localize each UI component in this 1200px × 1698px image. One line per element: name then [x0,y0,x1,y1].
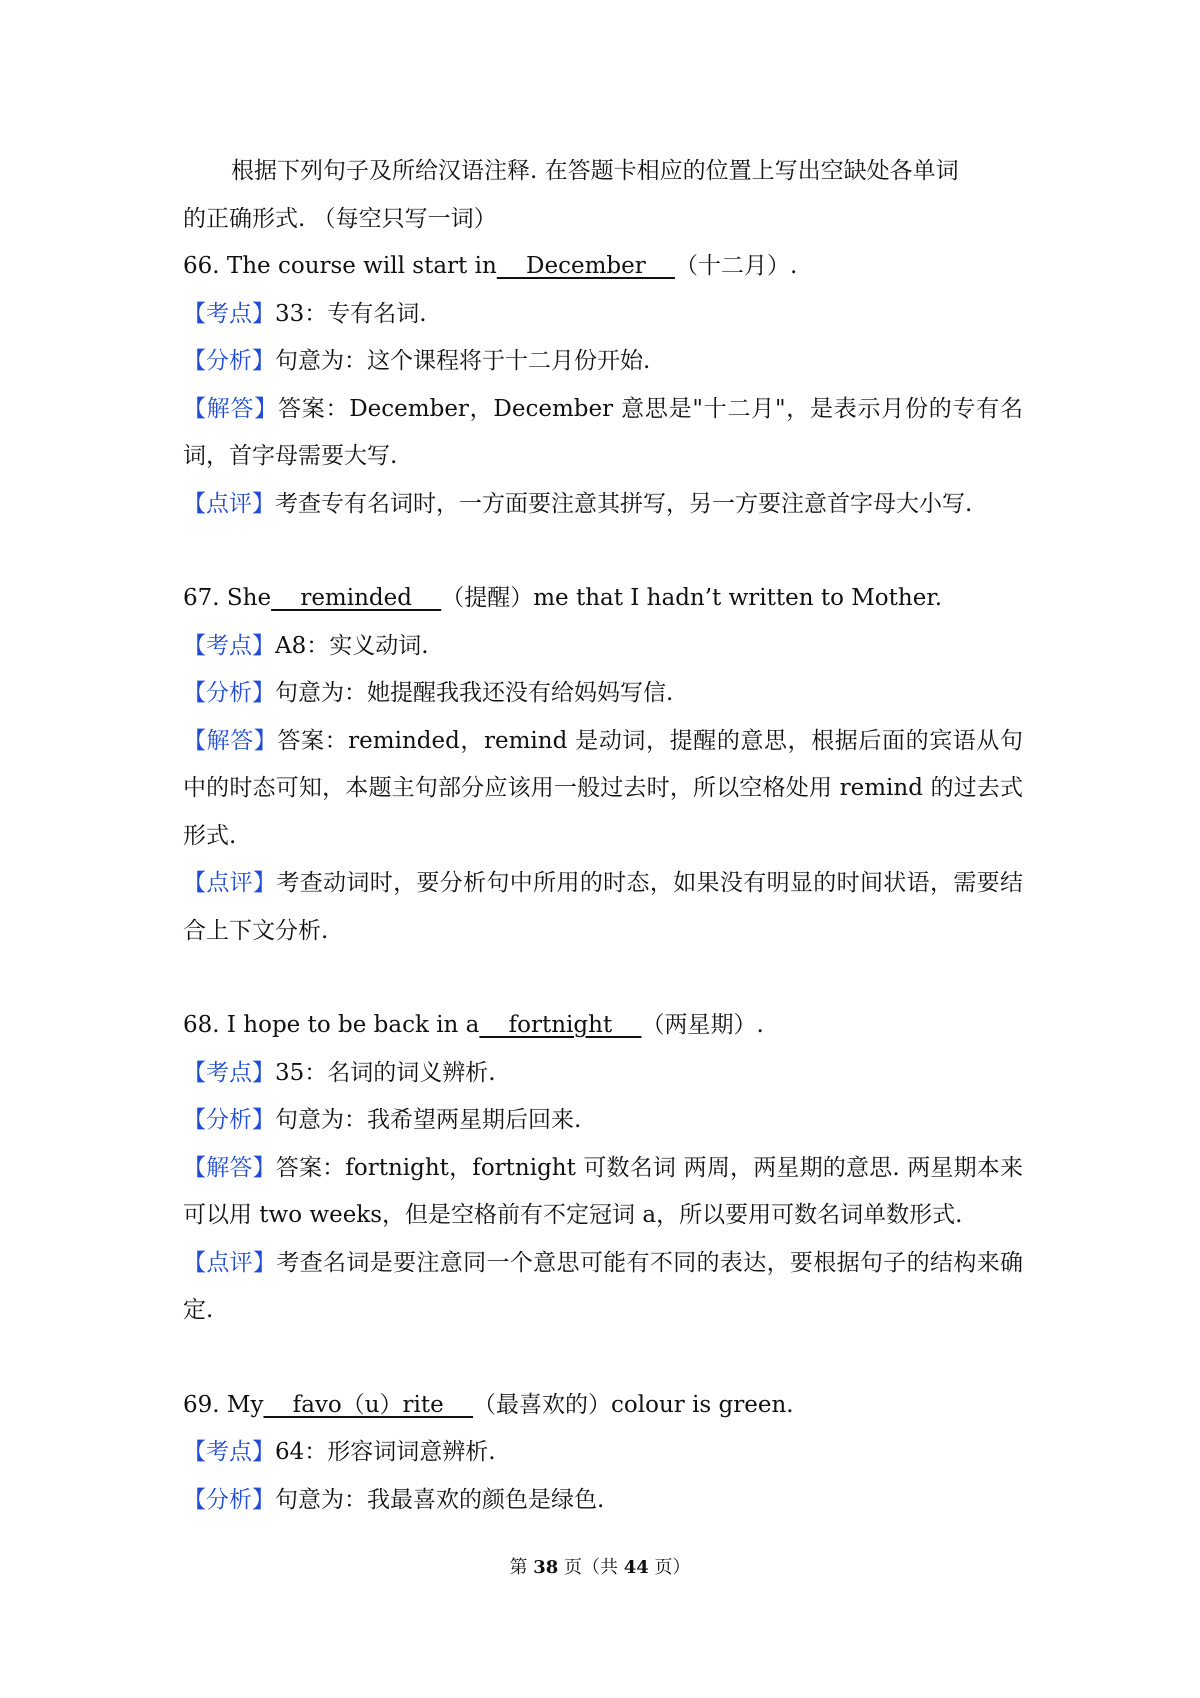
answer-blank: reminded [271,585,442,611]
footer-suffix: 页） [648,1557,691,1578]
question-text-after: （十二月）. [674,253,798,279]
fenxi-67 [183,670,1023,718]
dianping-67 [183,860,1023,955]
page-footer [0,1554,1200,1582]
dianping-tag: 【点评】 [183,870,277,896]
dianping-text: 考查名词是要注意同一个意思可能有不同的表达，要根据句子的结构来确定. [183,1249,1024,1323]
answer-blank: favo（u）rite [263,1391,474,1418]
jieda-68 [183,1145,1023,1240]
question-number: 66. [183,253,227,279]
footer-page-number: 38 [533,1557,559,1578]
fenxi-text: 句意为：这个课程将于十二月份开始. [275,348,651,374]
question-text-before: I hope to be back in a [226,1012,480,1038]
jieda-67 [183,718,1023,861]
kaodian-tag: 【考点】 [183,1439,275,1465]
fenxi-text: 句意为：我希望两星期后回来. [275,1107,582,1133]
spacer [183,1335,1023,1382]
answer-blank: fortnight [479,1012,642,1038]
intro-line-1: 根据下列句子及所给汉语注释. 在答题卡相应的位置上写出空缺处各单词 [231,158,959,184]
question-text-before: My [226,1391,264,1418]
jieda-66 [183,386,1023,481]
fenxi-text: 句意为：我最喜欢的颜色是绿色. [275,1486,605,1513]
fenxi-68 [183,1097,1023,1145]
page-content [183,148,1023,1524]
spacer [183,528,1023,575]
fenxi-text: 句意为：她提醒我我还没有给妈妈写信. [275,680,674,706]
spacer [183,955,1023,1002]
kaodian-66 [183,291,1023,339]
kaodian-text: 64：形容词词意辨析. [275,1439,496,1465]
jieda-text: 答案：December，December 意思是"十二月"，是表示月份的专有名词，首字母需要大写. [183,395,1024,469]
fenxi-tag: 【分析】 [183,1486,275,1513]
dianping-tag: 【点评】 [183,1249,277,1276]
dianping-tag: 【点评】 [183,490,275,517]
question-69 [183,1382,1023,1430]
jieda-tag: 【解答】 [183,395,278,422]
kaodian-67 [183,623,1023,671]
kaodian-tag: 【考点】 [183,300,275,327]
dianping-text: 考查动词时，要分析句中所用的时态，如果没有明显的时间状语，需要结合上下文分析. [183,870,1024,944]
fenxi-tag: 【分析】 [183,680,275,706]
footer-middle: 页（共 [558,1557,624,1578]
kaodian-tag: 【考点】 [183,632,275,659]
intro-line-2: 的正确形式. （每空只写一词） [183,205,497,232]
question-text-after: （两星期）. [641,1012,764,1038]
footer-prefix: 第 [509,1557,534,1578]
kaodian-tag: 【考点】 [183,1059,275,1086]
question-68 [183,1002,1023,1050]
jieda-text: 答案：fortnight，fortnight 可数名词 两周，两星期的意思. 两星期本来可以用 two weeks，但是空格前有不定冠词 a，所以要用可数名词单数形式. [183,1154,1023,1228]
kaodian-text: 33：专有名词. [275,300,427,327]
dianping-66 [183,481,1023,529]
question-67 [183,575,1023,623]
dianping-68 [183,1240,1023,1335]
question-text-after: （提醒）me that I hadn’t written to Mother. [441,585,943,611]
question-number: 69. [183,1391,227,1418]
footer-total-pages: 44 [623,1557,649,1578]
dianping-text: 考查专有名词时，一方面要注意其拼写，另一方要注意首字母大小写. [275,490,973,517]
jieda-tag: 【解答】 [183,1154,276,1181]
fenxi-66 [183,338,1023,386]
fenxi-69 [183,1477,1023,1525]
jieda-tag: 【解答】 [183,727,278,754]
question-text-before: The course will start in [226,253,497,279]
question-number: 68. [183,1012,227,1038]
question-66 [183,243,1023,291]
kaodian-69 [183,1429,1023,1477]
kaodian-text: A8：实义动词. [275,632,429,659]
kaodian-68 [183,1050,1023,1098]
question-text-after: （最喜欢的）colour is green. [473,1391,794,1418]
question-text-before: She [226,585,272,611]
answer-blank: December [496,253,675,279]
fenxi-tag: 【分析】 [183,1107,275,1133]
jieda-text: 答案：reminded，remind 是动词，提醒的意思，根据后面的宾语从句中的时态可知，本题主句部分应该用一般过去时，所以空格处用 remind 的过去式形式. [183,727,1023,849]
question-number: 67. [183,585,227,611]
kaodian-text: 35：名词的词义辨析. [275,1059,496,1086]
fenxi-tag: 【分析】 [183,348,275,374]
